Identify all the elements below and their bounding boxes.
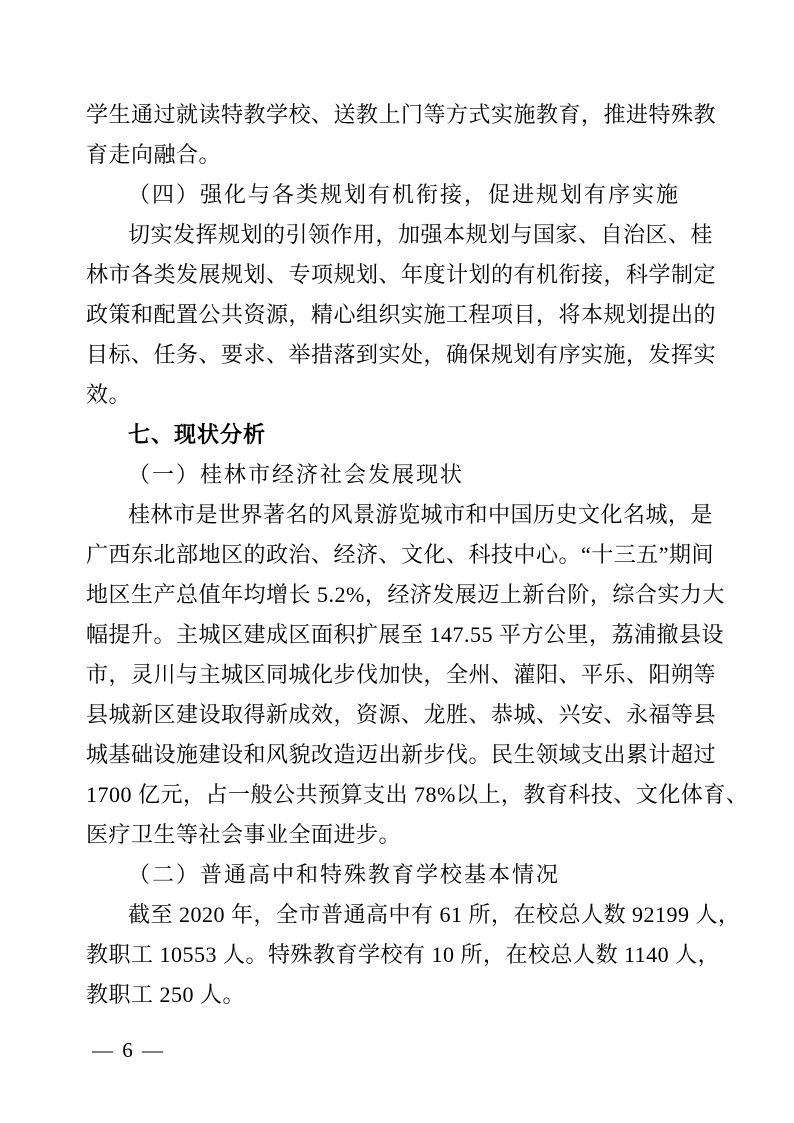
text-line: 学生通过就读特教学校、送教上门等方式实施教育，推进特殊教 <box>86 102 717 127</box>
text-line: （四）强化与各类规划有机衔接，促进规划有序实施 <box>128 182 681 207</box>
text-line: 效。 <box>86 382 132 407</box>
paragraph <box>86 895 741 1015</box>
text-line: 广西东北部地区的政治、经济、文化、科技中心。“十三五”期间 <box>86 542 715 567</box>
text-line: 教职工 250 人。 <box>86 982 246 1007</box>
paragraph <box>86 495 749 855</box>
text-line: 医疗卫生等社会事业全面进步。 <box>86 822 402 847</box>
text-line: 桂林市是世界著名的风景游览城市和中国历史文化名城，是 <box>128 502 714 527</box>
page-footer <box>92 1036 165 1064</box>
text-line: 县城新区建设取得新成效，资源、龙胜、恭城、兴安、永福等县 <box>86 702 717 727</box>
text-line: 幅提升。主城区建成区面积扩展至 147.55 平方公里，荔浦撤县设 <box>86 622 725 647</box>
text-line: 地区生产总值年均增长 5.2%，经济发展迈上新台阶，综合实力大 <box>86 582 725 607</box>
text-line: （一）桂林市经济社会发展现状 <box>128 462 465 487</box>
paragraph <box>86 95 717 175</box>
section-heading <box>86 455 706 495</box>
text-line: 市，灵川与主城区同城化步伐加快，全州、灌阳、平乐、阳朔等 <box>86 662 717 687</box>
section-heading <box>86 855 706 895</box>
text-line: 切实发挥规划的引领作用，加强本规划与国家、自治区、桂 <box>128 222 714 247</box>
text-line: 截至 2020 年，全市普通高中有 61 所，在校总人数 92199 人， <box>128 902 741 927</box>
text-line: 城基础设施建设和风貌改造迈出新步伐。民生领域支出累计超过 <box>86 742 717 767</box>
section-heading <box>86 175 706 215</box>
text-line: 1700 亿元，占一般公共预算支出 78%以上，教育科技、文化体育、 <box>86 782 749 807</box>
text-line: 林市各类发展规划、专项规划、年度计划的有机衔接，科学制定 <box>86 262 717 287</box>
text-line: 教职工 10553 人。特殊教育学校有 10 所，在校总人数 1140 人， <box>86 942 721 967</box>
text-line: （二）普通高中和特殊教育学校基本情况 <box>128 862 561 887</box>
text-line: 政策和配置公共资源，精心组织实施工程项目，将本规划提出的 <box>86 302 717 327</box>
text-block <box>86 95 749 1015</box>
text-line: 目标、任务、要求、举措落到实处，确保规划有序实施，发挥实 <box>86 342 717 367</box>
section-heading <box>86 415 706 455</box>
text-line: 育走向融合。 <box>86 142 222 167</box>
page-number: — 6 — <box>92 1038 165 1062</box>
text-line: 七、现状分析 <box>128 422 267 447</box>
paragraph <box>86 215 717 415</box>
